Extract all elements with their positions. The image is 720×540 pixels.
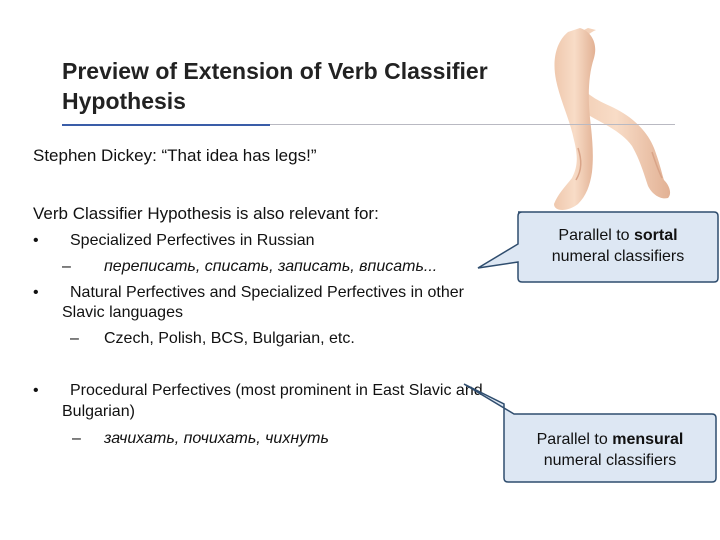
bullet-2-subitem: Czech, Polish, BCS, Bulgarian, etc. bbox=[104, 330, 355, 347]
callout-mensural-line-2: numeral classifiers bbox=[543, 452, 677, 469]
intro-text: Verb Classifier Hypothesis is also relevant for: bbox=[33, 204, 379, 223]
bullet-1-text: Specialized Perfectives in Russian bbox=[70, 232, 315, 249]
bullet-3-subitem: зачихать, почихать, чихнуть bbox=[104, 430, 329, 447]
bullet-marker: • bbox=[33, 382, 39, 399]
bullet-2-text-line-1: Natural Perfectives and Specialized Perfectives in other bbox=[70, 284, 464, 301]
title-line-2: Hypothesis bbox=[62, 88, 186, 114]
callout-sortal bbox=[520, 225, 716, 267]
callout-mensural-line-1 bbox=[506, 429, 714, 450]
bullet-marker: • bbox=[33, 284, 39, 301]
callout-sortal-line-1 bbox=[520, 225, 716, 246]
bullet-3-text-line-2: Bulgarian) bbox=[62, 403, 135, 420]
callout-mensural-keyword: mensural bbox=[612, 431, 684, 448]
dash-marker: – bbox=[62, 258, 71, 275]
bullet-3-text-line-1: Procedural Perfectives (most prominent in East Slavic and bbox=[70, 382, 483, 399]
dash-marker: – bbox=[72, 430, 81, 447]
callout-mensural bbox=[506, 429, 714, 471]
bullet-marker: • bbox=[33, 232, 39, 249]
callout-mensural-prefix: Parallel to bbox=[536, 431, 613, 448]
callout-sortal-keyword: sortal bbox=[634, 227, 678, 244]
title-line-1: Preview of Extension of Verb Classifier bbox=[62, 58, 488, 84]
quote-text: Stephen Dickey: “That idea has legs!” bbox=[33, 146, 317, 165]
callout-sortal-line-2: numeral classifiers bbox=[551, 248, 685, 265]
bullet-2-text-line-2: Slavic languages bbox=[62, 304, 183, 321]
bullet-1-subitem: переписать, списать, записать, вписать... bbox=[104, 258, 438, 275]
callout-sortal-prefix: Parallel to bbox=[558, 227, 634, 244]
dash-marker: – bbox=[70, 330, 79, 347]
